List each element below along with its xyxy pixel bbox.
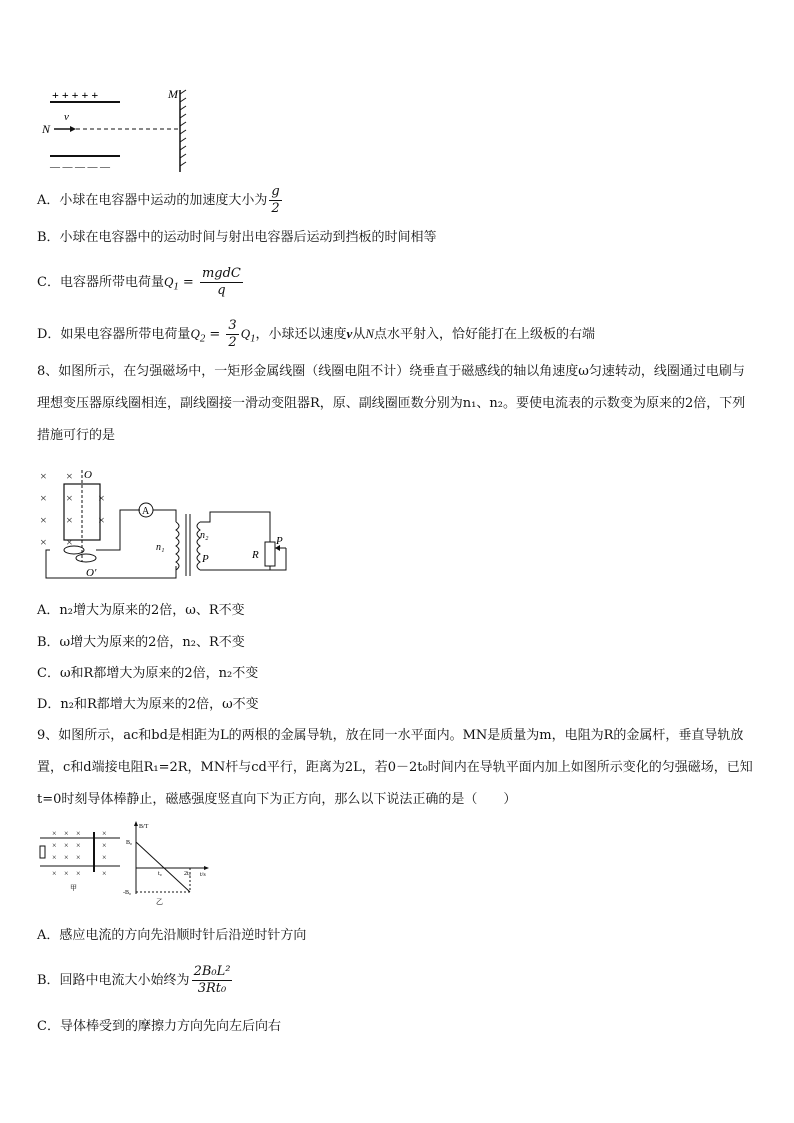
q8-option-d: D．n₂和R都增大为原来的2倍，ω不变: [37, 697, 259, 712]
svg-text:×: ×: [76, 853, 81, 862]
q8-stem: 8、如图所示，在匀强磁场中，一矩形金属线圈（线圈电阻不计）绕垂直于磁感线的轴以角速度ω匀速转动，线圈通过电刷与理想变压器原线圈相连，副线圈接一滑动变阻器R，原、副线圈匝数分别为n₁、n₂。要使电流表的示数变为原来的2倍，下列措施可行的是: [37, 364, 746, 443]
q9-stem: 9、如图所示，ac和bd是相距为L的两根的金属导轨，放在同一水平面内。MN是质量为m，电阻为R的金属杆，垂直导轨放置，c和d端接电阻R₁=2R，MN杆与cd平行，距离为2L，若0－2t₀时间内在导轨平面内加上如图所示变化的匀强磁场，已知t=0时刻导体棒静止，磁感强度竖直向下为正方向，那么以下说法正确的是（ ）: [37, 728, 753, 807]
q9-option-b: B．回路中电流大小始终为 $\frac{\text{2B₀L²}}{\text{3Rt₀}}$: [37, 964, 231, 996]
svg-text:×: ×: [64, 853, 69, 862]
svg-text:×: ×: [52, 829, 57, 838]
plus-charges: + + + + +: [52, 88, 99, 102]
b0-label: B₀: [126, 840, 133, 846]
svg-text:×: ×: [98, 491, 105, 505]
fraction-g-over-2: $\frac{g}{2}$: [271, 184, 280, 216]
q8-option-c: C．ω和R都增大为原来的2倍，n₂不变: [37, 666, 259, 681]
minus-charges: — — — — —: [50, 162, 110, 173]
svg-text:×: ×: [102, 841, 107, 850]
2t0-label: 2t₀: [184, 871, 191, 877]
label-v: v: [64, 111, 69, 123]
q8-option-b: B．ω增大为原来的2倍，n₂、R不变: [37, 635, 245, 650]
ammeter-label: A: [142, 506, 150, 517]
q7-option-a: A．小球在电容器中运动的加速度大小为 $\frac{g}{2}$: [37, 184, 280, 216]
svg-text:×: ×: [40, 513, 47, 527]
label-M: M: [168, 87, 178, 101]
b-t-graph: [122, 820, 214, 906]
svg-text:×: ×: [64, 869, 69, 878]
b-axis-label: B/T: [139, 824, 149, 830]
fraction-three-halves: $\frac{3}{2}$: [228, 318, 237, 350]
svg-text:×: ×: [64, 841, 69, 850]
svg-text:×: ×: [66, 491, 73, 505]
q7-option-b: B．小球在电容器中的运动时间与射出电容器后运动到挡板的时间相等: [37, 230, 437, 245]
n2-label: n₂: [200, 530, 209, 541]
axis-O: O: [84, 469, 92, 481]
q7-option-d: D．如果电容器所带电荷量$Q_2$ = $\frac{3}{2}$ $Q_1$，小球还以速度v从N点水平射入，恰好能打在上级板的右端: [37, 318, 596, 350]
figure-yi-label: 乙: [156, 898, 163, 906]
fraction-charge: $\frac{\text{mgdC}}{q}$: [201, 266, 241, 298]
rail-figure-jia: [36, 828, 126, 894]
generator-transformer-figure: [36, 466, 296, 582]
svg-text:×: ×: [52, 869, 57, 878]
q7-option-c: C．电容器所带电荷量$Q_1$ = $\frac{\text{mgdC}}{q}$: [37, 266, 241, 298]
axis-O-prime: O′: [86, 567, 97, 579]
q8-option-a: A．n₂增大为原来的2倍，ω、R不变: [37, 603, 245, 618]
svg-text:×: ×: [66, 535, 73, 549]
q9-option-a: A．感应电流的方向先沿顺时针后沿逆时针方向: [37, 928, 307, 943]
t-axis-label: t/s: [200, 872, 206, 878]
figure-jia-label: 甲: [70, 884, 77, 892]
label-N: N: [42, 122, 51, 136]
svg-text:×: ×: [52, 853, 57, 862]
rheostat-p-label: P: [276, 535, 283, 547]
svg-text:×: ×: [52, 841, 57, 850]
slider-p-label: P: [202, 553, 209, 565]
svg-text:×: ×: [64, 829, 69, 838]
neg-b0-label: -B₀: [123, 890, 132, 896]
svg-text:×: ×: [66, 469, 73, 483]
svg-text:×: ×: [76, 841, 81, 850]
svg-text:×: ×: [98, 513, 105, 527]
svg-text:×: ×: [76, 829, 81, 838]
n1-label: n₁: [156, 542, 165, 553]
svg-text:×: ×: [102, 829, 107, 838]
fraction-current: $\frac{\text{2B₀L²}}{\text{3Rt₀}}$: [193, 964, 231, 996]
capacitor-figure: [40, 86, 200, 176]
q9-option-c: C．导体棒受到的摩擦力方向先向左后向右: [37, 1019, 281, 1034]
svg-text:×: ×: [76, 869, 81, 878]
svg-text:×: ×: [40, 469, 47, 483]
svg-text:×: ×: [40, 491, 47, 505]
svg-text:×: ×: [40, 535, 47, 549]
svg-text:×: ×: [66, 513, 73, 527]
svg-text:×: ×: [102, 853, 107, 862]
svg-text:×: ×: [102, 869, 107, 878]
resistor-r-label: R: [252, 549, 259, 561]
t0-label: t₀: [158, 871, 162, 877]
